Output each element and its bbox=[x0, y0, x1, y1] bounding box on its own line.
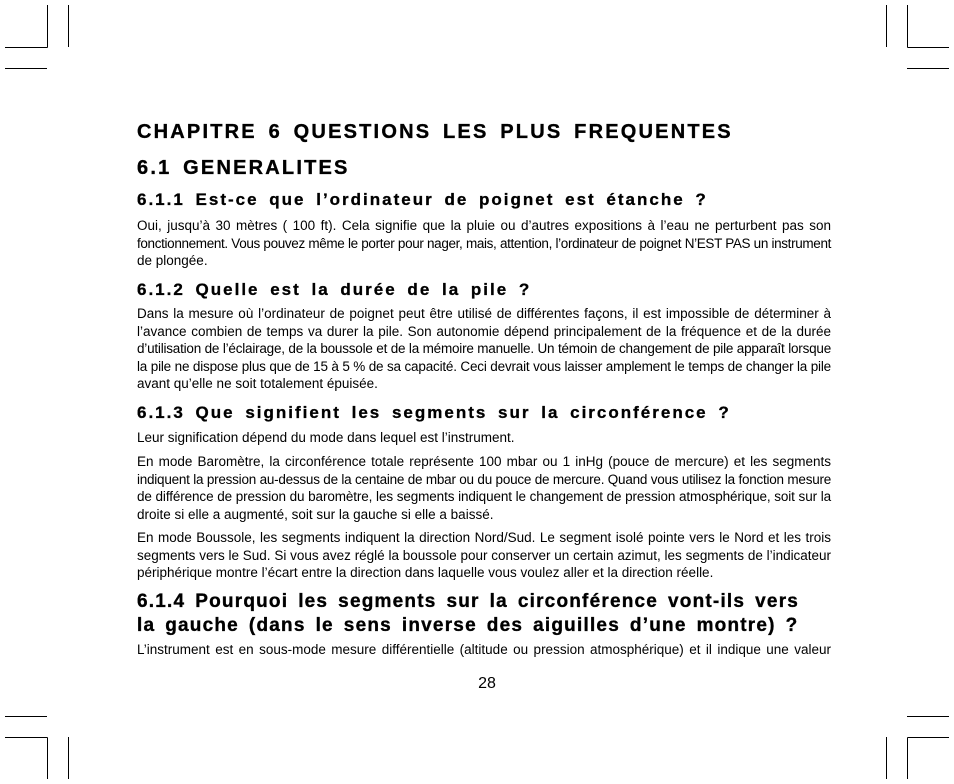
paragraph bbox=[137, 429, 831, 447]
paragraph-line: la pile ne dispose plus que de 15 à 5 % de sa capacité. Ceci devrait vous laisser amplement le temps de changer la pile bbox=[137, 358, 831, 374]
paragraph-line: de plongée. bbox=[137, 253, 208, 268]
paragraph-line: droite si elle a augmenté, soit sur la gauche si elle a baissé. bbox=[137, 506, 494, 522]
subsection-title bbox=[137, 590, 831, 638]
paragraph bbox=[137, 453, 831, 523]
paragraph-line: l’avance combien de temps va durer la pile. Son autonomie dépend principalement de la fréquence et de la durée bbox=[137, 323, 831, 339]
page-number: 28 bbox=[478, 675, 496, 692]
paragraph-line: L’instrument est en sous-mode mesure différentielle (altitude ou pression atmosphérique) et il indique une valeur bbox=[137, 642, 831, 657]
paragraph-line: segments vers le Sud. Si vous avez réglé la boussole pour conserver un certain azimut, les segments de l’indicateur bbox=[137, 547, 831, 563]
section-title: 6.1 GENERALITES bbox=[137, 157, 350, 179]
paragraph bbox=[137, 641, 831, 659]
chapter-title: CHAPITRE 6 QUESTIONS LES PLUS FREQUENTES bbox=[137, 121, 733, 143]
paragraph-line: d’utilisation de l’éclairage, de la boussole et de la mémoire manuelle. Un témoin de changement de pile apparaît lorsque bbox=[137, 341, 831, 356]
paragraph-line: indiquent la pression au-dessus de la centaine de mbar ou du pouce de mercure. Quand vous utilisez la fonction mesure bbox=[137, 471, 831, 487]
paragraph bbox=[137, 217, 831, 270]
paragraph-line: Dans la mesure où l’ordinateur de poignet peut être utilisé de différentes façons, il est impossible de déterminer à bbox=[137, 306, 831, 321]
paragraph-line: Leur signification dépend du mode dans lequel est l’instrument. bbox=[137, 430, 515, 445]
subsection-title: 6.1.2 Quelle est la durée de la pile ? bbox=[137, 280, 532, 299]
paragraph-line: En mode Boussole, les segments indiquent la direction Nord/Sud. Le segment isolé pointe vers le Nord et les trois bbox=[137, 530, 831, 545]
paragraph bbox=[137, 305, 831, 393]
paragraph-line: Oui, jusqu’à 30 mètres ( 100 ft). Cela signifie que la pluie ou d’autres expositions à l’eau ne perturbent pas son bbox=[137, 218, 831, 233]
subsection-title-line: 6.1.4 Pourquoi les segments sur la circonférence vont-ils vers bbox=[137, 591, 800, 612]
paragraph bbox=[137, 529, 831, 582]
paragraph-line: périphérique montre l’écart entre la direction dans laquelle vous voulez aller et la direction réelle. bbox=[137, 565, 714, 580]
paragraph-line: fonctionnement. Vous pouvez même le porter pour nager, mais, attention, l’ordinateur de poignet N’EST PAS un instrument bbox=[137, 235, 831, 251]
paragraph-line: de différence de pression du baromètre, les segments indiquent le changement de pression atmosphérique, soit sur la bbox=[137, 489, 831, 504]
paragraph-line: En mode Baromètre, la circonférence totale représente 100 mbar ou 1 inHg (pouce de mercure) et les segments bbox=[137, 454, 831, 469]
subsection-title: 6.1.3 Que signifient les segments sur la circonférence ? bbox=[137, 403, 731, 422]
paragraph-line: avant qu’elle ne soit totalement épuisée. bbox=[137, 376, 378, 391]
subsection-title-line: la gauche (dans le sens inverse des aiguilles d’une montre) ? bbox=[137, 615, 799, 636]
subsection-title: 6.1.1 Est-ce que l’ordinateur de poignet est étanche ? bbox=[137, 190, 708, 209]
